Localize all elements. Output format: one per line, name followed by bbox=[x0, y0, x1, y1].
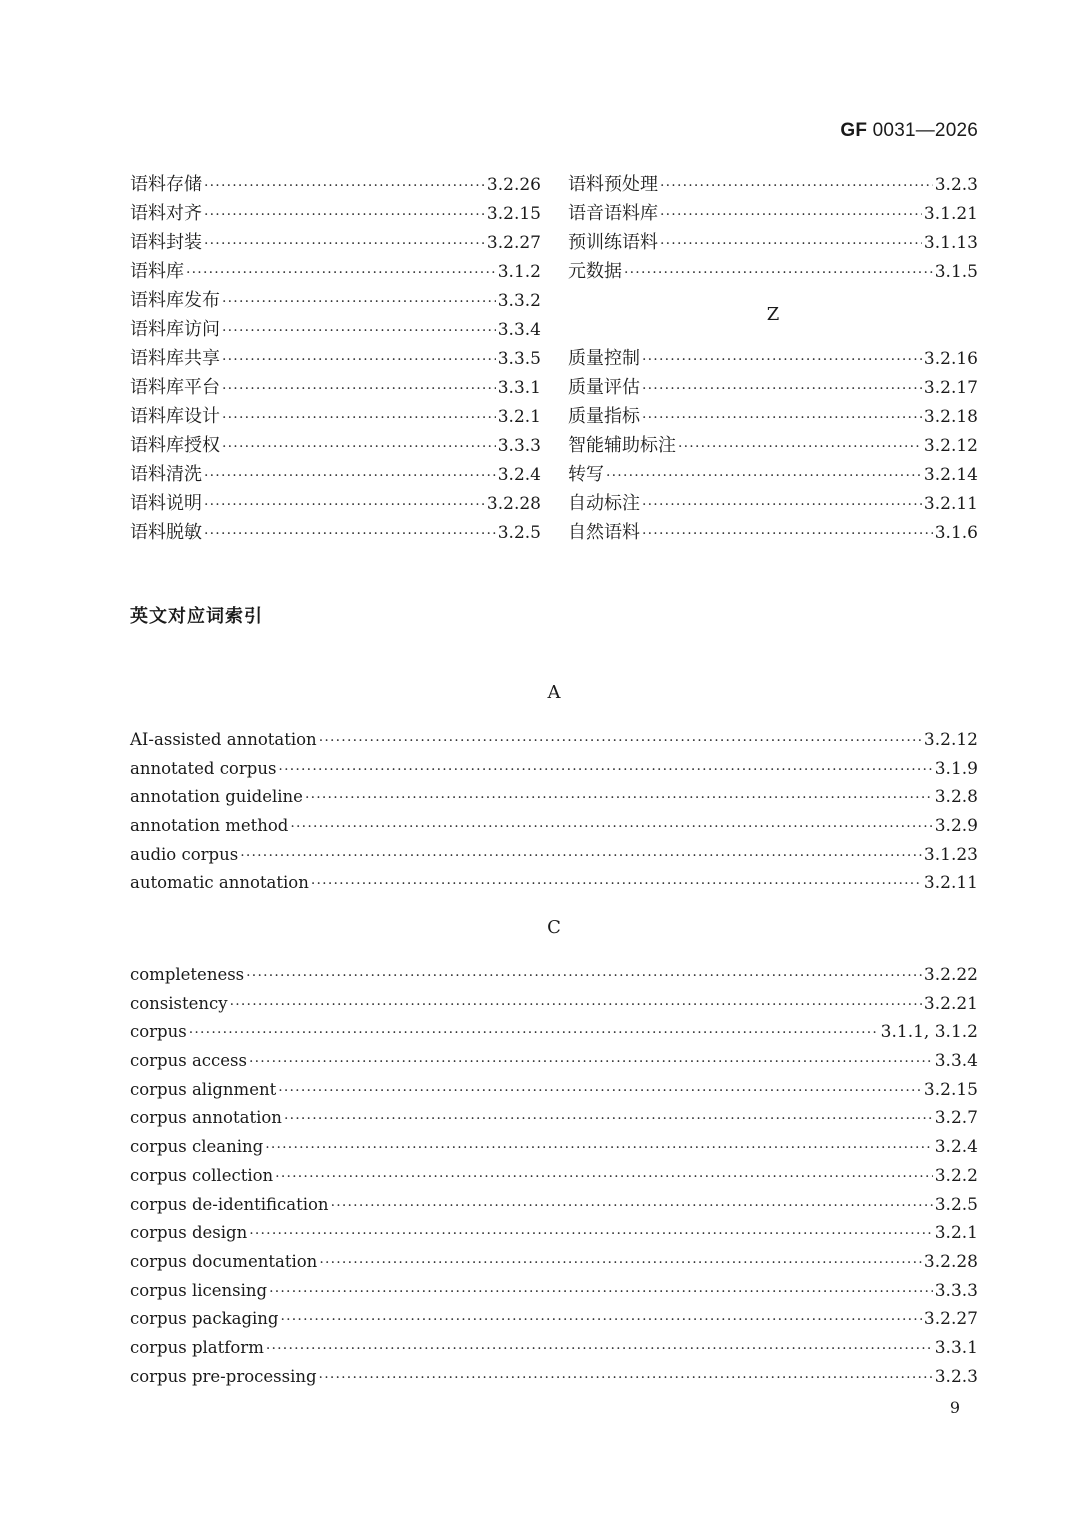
clause-reference: 3.1.23 bbox=[923, 844, 978, 865]
dot-leader bbox=[204, 491, 485, 520]
clause-reference: 3.2.1 bbox=[934, 1223, 978, 1244]
dot-leader bbox=[660, 230, 922, 259]
index-entry bbox=[130, 1047, 978, 1076]
index-term: 语料库发布 bbox=[130, 290, 220, 311]
dot-leader bbox=[269, 1278, 933, 1307]
dot-leader bbox=[278, 756, 932, 785]
dot-leader bbox=[319, 727, 922, 756]
clause-reference: 3.2.2 bbox=[934, 1165, 978, 1186]
dot-leader bbox=[275, 1163, 933, 1192]
clause-reference: 3.1.5 bbox=[934, 262, 978, 282]
dot-leader bbox=[319, 1364, 933, 1393]
clause-reference: 3.2.15 bbox=[923, 1079, 978, 1100]
index-term: 语料说明 bbox=[130, 493, 202, 514]
clause-reference: 3.1.2 bbox=[497, 262, 541, 282]
index-entry bbox=[130, 402, 541, 431]
index-term: annotation method bbox=[130, 816, 289, 836]
index-entry bbox=[130, 199, 541, 228]
clause-reference: 3.2.4 bbox=[934, 1137, 978, 1158]
index-entry bbox=[130, 726, 978, 755]
clause-reference: 3.1.13 bbox=[923, 233, 978, 253]
index-entry bbox=[130, 1334, 978, 1363]
index-term: 自动标注 bbox=[568, 493, 640, 514]
index-term: 语音语料库 bbox=[568, 203, 658, 224]
index-entry bbox=[130, 373, 541, 402]
index-entry bbox=[568, 228, 978, 257]
index-term: corpus pre-processing bbox=[130, 1366, 317, 1386]
clause-reference: 3.1.21 bbox=[923, 204, 978, 224]
index-entry bbox=[130, 1191, 978, 1220]
dot-leader bbox=[280, 1306, 921, 1335]
dot-leader bbox=[222, 375, 496, 404]
clause-reference: 3.3.1 bbox=[497, 378, 541, 398]
index-term: annotation guideline bbox=[130, 787, 303, 807]
clause-reference: 3.1.9 bbox=[934, 758, 978, 779]
dot-leader bbox=[278, 1077, 922, 1106]
index-entry bbox=[130, 1018, 978, 1047]
index-entry bbox=[568, 170, 978, 199]
dot-leader bbox=[678, 433, 922, 462]
dot-leader bbox=[222, 317, 496, 346]
index-term: corpus packaging bbox=[130, 1309, 279, 1329]
index-term: AI-assisted annotation bbox=[130, 730, 317, 749]
index-entry bbox=[568, 373, 978, 402]
dot-leader bbox=[311, 870, 922, 899]
index-entry bbox=[130, 1076, 978, 1105]
index-entry bbox=[568, 199, 978, 228]
index-entry bbox=[130, 431, 541, 460]
dot-leader bbox=[222, 404, 496, 433]
dot-leader bbox=[204, 172, 485, 201]
index-term: corpus documentation bbox=[130, 1251, 318, 1271]
dot-leader bbox=[642, 375, 922, 404]
dot-leader bbox=[290, 813, 932, 842]
index-term: corpus annotation bbox=[130, 1108, 282, 1128]
clause-reference: 3.2.12 bbox=[923, 436, 978, 456]
index-term: 语料对齐 bbox=[130, 203, 202, 224]
index-term: corpus design bbox=[130, 1223, 248, 1243]
clause-reference: 3.2.22 bbox=[923, 965, 978, 985]
index-entry bbox=[130, 1104, 978, 1133]
index-term: 质量指标 bbox=[568, 406, 640, 427]
dot-leader bbox=[186, 259, 496, 288]
clause-reference: 3.2.12 bbox=[923, 730, 978, 750]
index-entry bbox=[130, 518, 541, 547]
dot-leader bbox=[230, 991, 922, 1020]
clause-reference: 3.2.18 bbox=[923, 407, 978, 427]
index-term: 语料脱敏 bbox=[130, 522, 202, 543]
index-term: 质量控制 bbox=[568, 348, 640, 369]
dot-leader bbox=[642, 520, 933, 549]
index-term: corpus bbox=[130, 1022, 187, 1042]
english-index-title: 英文对应词索引 bbox=[130, 606, 263, 627]
dot-leader bbox=[660, 172, 933, 201]
index-term: 自然语料 bbox=[568, 522, 640, 543]
index-term: corpus licensing bbox=[130, 1280, 268, 1300]
dot-leader bbox=[204, 230, 485, 259]
index-term: corpus access bbox=[130, 1051, 247, 1071]
index-entry bbox=[130, 1277, 978, 1306]
index-term: 语料封装 bbox=[130, 232, 202, 253]
index-entry bbox=[130, 1133, 978, 1162]
dot-leader bbox=[222, 346, 496, 375]
index-entry bbox=[130, 1162, 978, 1191]
clause-reference: 3.2.3 bbox=[934, 175, 978, 195]
index-entry bbox=[130, 783, 978, 812]
index-entry bbox=[130, 755, 978, 784]
dot-leader bbox=[642, 491, 922, 520]
dot-leader bbox=[266, 1335, 933, 1364]
dot-leader bbox=[606, 462, 922, 491]
standard-code bbox=[840, 120, 978, 142]
clause-reference: 3.1.6 bbox=[934, 523, 978, 543]
clause-reference: 3.2.27 bbox=[923, 1309, 978, 1330]
standard-code-prefix: GF bbox=[840, 120, 868, 141]
index-term: 语料库平台 bbox=[130, 377, 220, 398]
letter-heading-z: Z bbox=[766, 304, 780, 325]
index-entry bbox=[568, 518, 978, 547]
index-entry bbox=[568, 344, 978, 373]
chinese-index-left-column bbox=[130, 170, 541, 547]
index-entry bbox=[568, 460, 978, 489]
dot-leader bbox=[249, 1048, 933, 1077]
dot-leader bbox=[284, 1105, 933, 1134]
index-entry bbox=[130, 961, 978, 990]
english-index-group-a bbox=[130, 726, 978, 898]
dot-leader bbox=[265, 1134, 933, 1163]
index-term: corpus collection bbox=[130, 1165, 274, 1185]
dot-leader bbox=[249, 1220, 933, 1249]
index-term: corpus de-identification bbox=[130, 1194, 329, 1214]
dot-leader bbox=[204, 462, 496, 491]
clause-reference: 3.2.27 bbox=[486, 233, 541, 253]
index-entry bbox=[130, 1248, 978, 1277]
clause-reference: 3.2.11 bbox=[923, 494, 978, 514]
index-entry bbox=[130, 344, 541, 373]
index-term: 语料清洗 bbox=[130, 464, 202, 485]
index-term: annotated corpus bbox=[130, 758, 277, 778]
index-term: corpus alignment bbox=[130, 1079, 277, 1099]
index-entry bbox=[130, 170, 541, 199]
index-term: corpus platform bbox=[130, 1337, 264, 1357]
index-term: 语料存储 bbox=[130, 174, 202, 195]
dot-leader bbox=[642, 346, 922, 375]
index-entry bbox=[130, 1305, 978, 1334]
index-entry bbox=[130, 841, 978, 870]
letter-heading-c: C bbox=[547, 917, 561, 938]
index-term: 语料预处理 bbox=[568, 174, 658, 195]
dot-leader bbox=[331, 1192, 933, 1221]
clause-reference: 3.2.9 bbox=[934, 816, 978, 837]
clause-reference: 3.2.17 bbox=[923, 378, 978, 398]
index-entry bbox=[568, 402, 978, 431]
dot-leader bbox=[305, 784, 933, 813]
dot-leader bbox=[222, 288, 496, 317]
clause-reference: 3.2.8 bbox=[934, 787, 978, 808]
index-term: 预训练语料 bbox=[568, 232, 658, 253]
dot-leader bbox=[660, 201, 922, 230]
clause-reference: 3.2.11 bbox=[923, 873, 978, 894]
clause-reference: 3.2.5 bbox=[497, 523, 541, 543]
standard-code-number: 0031—2026 bbox=[872, 120, 978, 141]
clause-reference: 3.3.4 bbox=[497, 320, 541, 340]
dot-leader bbox=[642, 404, 922, 433]
clause-reference: 3.2.26 bbox=[486, 175, 541, 195]
clause-reference: 3.2.21 bbox=[923, 993, 978, 1014]
clause-reference: 3.2.28 bbox=[486, 494, 541, 514]
index-term: 元数据 bbox=[568, 261, 622, 282]
index-term: 语料库共享 bbox=[130, 348, 220, 369]
index-entry bbox=[130, 869, 978, 898]
clause-reference: 3.2.3 bbox=[934, 1366, 978, 1387]
index-term: corpus cleaning bbox=[130, 1137, 264, 1157]
index-entry bbox=[130, 990, 978, 1019]
clause-reference: 3.1.1, 3.1.2 bbox=[880, 1022, 978, 1043]
index-entry bbox=[130, 286, 541, 315]
chinese-index-right-column bbox=[568, 170, 978, 547]
index-entry bbox=[130, 1363, 978, 1392]
page-number: 9 bbox=[949, 1398, 960, 1417]
index-entry bbox=[130, 460, 541, 489]
index-entry bbox=[568, 257, 978, 286]
english-index-group-c bbox=[130, 961, 978, 1391]
index-term: 语料库授权 bbox=[130, 435, 220, 456]
index-entry bbox=[130, 228, 541, 257]
index-entry bbox=[130, 257, 541, 286]
dot-leader bbox=[246, 962, 922, 991]
index-entry bbox=[568, 489, 978, 518]
dot-leader bbox=[240, 842, 922, 871]
clause-reference: 3.3.1 bbox=[934, 1337, 978, 1358]
index-entry bbox=[130, 812, 978, 841]
dot-leader bbox=[204, 201, 485, 230]
clause-reference: 3.2.5 bbox=[934, 1194, 978, 1215]
clause-reference: 3.3.4 bbox=[934, 1051, 978, 1072]
index-term: consistency bbox=[130, 993, 228, 1013]
index-entry bbox=[130, 315, 541, 344]
clause-reference: 3.3.2 bbox=[497, 291, 541, 311]
index-term: 语料库设计 bbox=[130, 406, 220, 427]
index-entry bbox=[130, 1219, 978, 1248]
clause-reference: 3.2.1 bbox=[497, 407, 541, 427]
dot-leader bbox=[204, 520, 496, 549]
clause-reference: 3.2.28 bbox=[923, 1251, 978, 1272]
clause-reference: 3.3.5 bbox=[497, 349, 541, 369]
index-entry bbox=[568, 431, 978, 460]
index-term: 语料库访问 bbox=[130, 319, 220, 340]
index-entry bbox=[130, 489, 541, 518]
index-term: completeness bbox=[130, 965, 245, 984]
clause-reference: 3.2.4 bbox=[497, 465, 541, 485]
clause-reference: 3.2.14 bbox=[923, 465, 978, 485]
clause-reference: 3.3.3 bbox=[934, 1280, 978, 1301]
index-term: 转写 bbox=[568, 464, 604, 485]
index-term: audio corpus bbox=[130, 844, 239, 864]
index-term: 质量评估 bbox=[568, 377, 640, 398]
clause-reference: 3.3.3 bbox=[497, 436, 541, 456]
index-term: automatic annotation bbox=[130, 873, 309, 893]
index-term: 智能辅助标注 bbox=[568, 435, 676, 456]
dot-leader bbox=[624, 259, 933, 288]
clause-reference: 3.2.15 bbox=[486, 204, 541, 224]
clause-reference: 3.2.7 bbox=[934, 1108, 978, 1129]
letter-heading-a: A bbox=[547, 682, 561, 703]
index-term: 语料库 bbox=[130, 261, 184, 282]
clause-reference: 3.2.16 bbox=[923, 349, 978, 369]
dot-leader bbox=[189, 1019, 879, 1048]
dot-leader bbox=[222, 433, 496, 462]
dot-leader bbox=[319, 1249, 922, 1278]
